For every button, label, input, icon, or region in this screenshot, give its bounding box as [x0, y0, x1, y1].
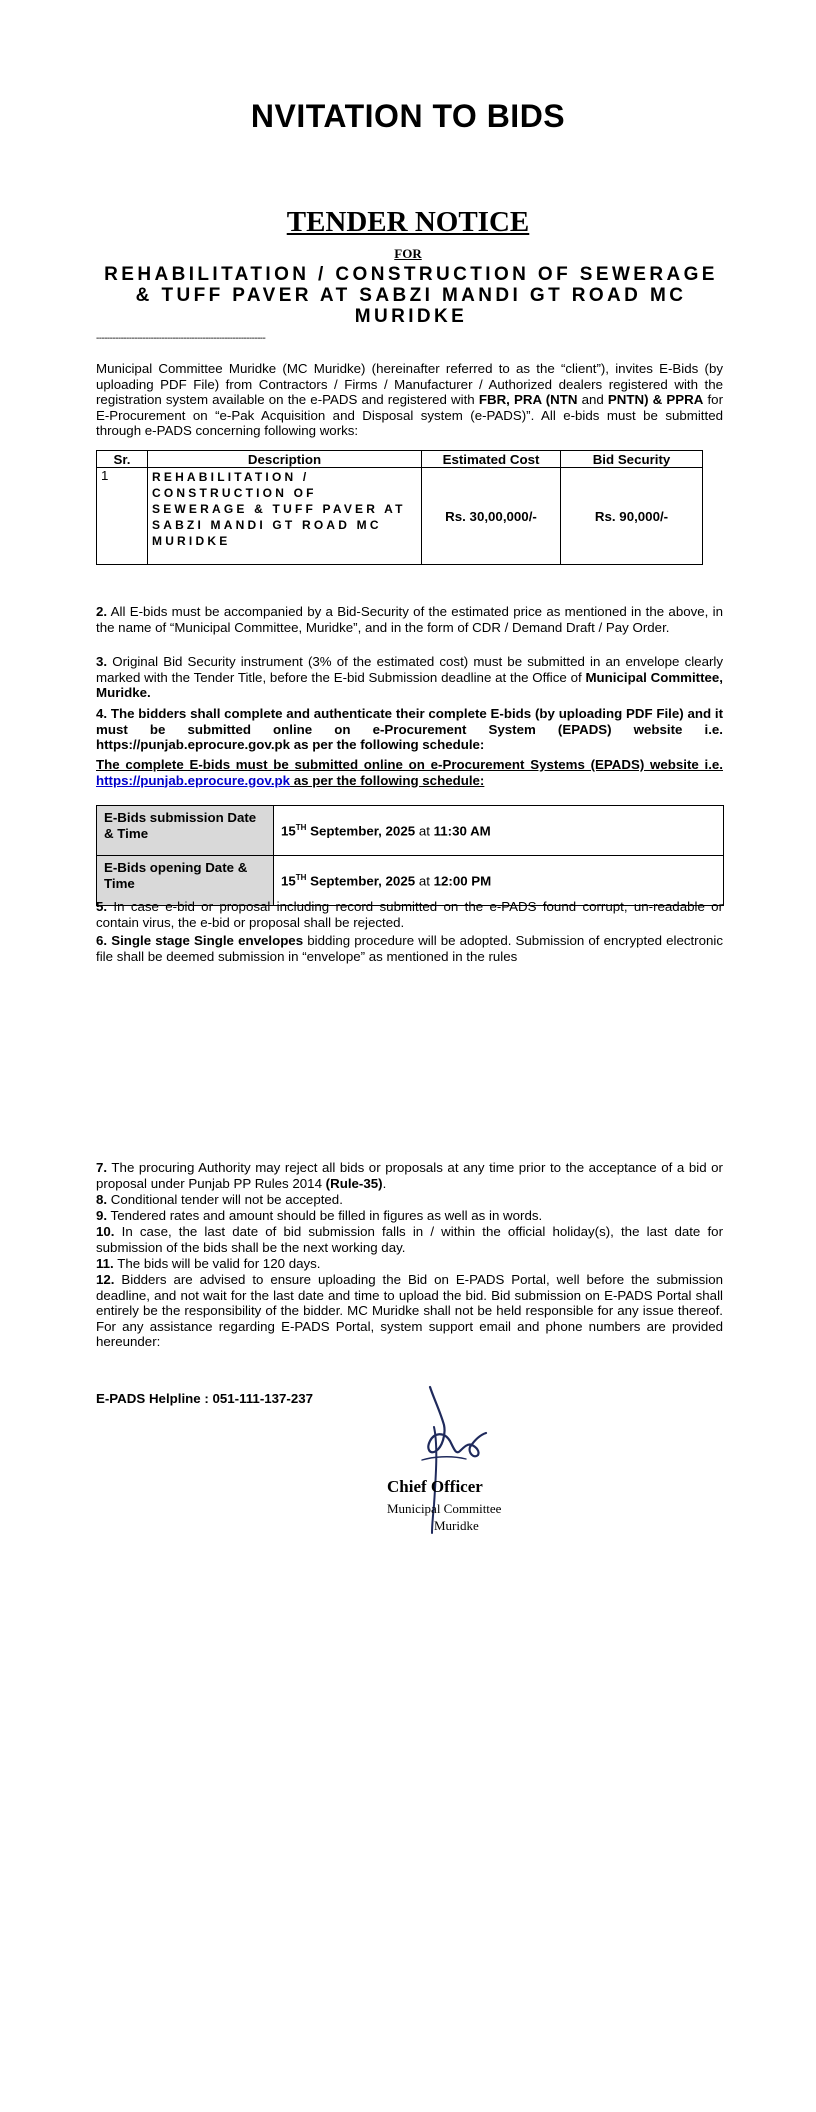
clause-4-schedule-note: The complete E-bids must be submitted online on e-Procurement Systems (EPADS) website i.e. https://punjab.eprocure.gov.pk as per the following schedule: [96, 757, 723, 788]
clause-8: 8. Conditional tender will not be accepted. [96, 1192, 343, 1207]
cell-estimated-cost: Rs. 30,00,000/- [422, 468, 561, 565]
works-table-header [97, 451, 703, 468]
tender-subject: REHABILITATION / CONSTRUCTION OF SEWERAGE & TUFF PAVER AT SABZI MANDI GT ROAD MC MURIDKE [104, 264, 718, 327]
signatory-title: Chief Officer [387, 1477, 483, 1496]
col-sr: Sr. [97, 451, 148, 468]
works-table [96, 450, 703, 565]
col-description: Description [148, 451, 422, 468]
signatory-town: Muridke [434, 1518, 479, 1533]
col-bid-security: Bid Security [561, 451, 703, 468]
schedule-value: 15TH September, 2025 at 12:00 PM [274, 856, 724, 906]
clause-12: 12. Bidders are advised to ensure uploading the Bid on E-PADS Portal, well before the submission deadline, and not wait for the last date and time to upload the bid. Bid submission on E-PADS Portal shall entirely be the responsibility of the bidder. MC Muridke shall not be held responsible for any issue thereof. For any assistance regarding E-PADS Portal, system support email and phone numbers are provided hereunder: [96, 1272, 723, 1349]
table-row [97, 468, 703, 565]
epads-helpline: E-PADS Helpline : 051-111-137-237 [96, 1391, 314, 1406]
epads-link[interactable]: https://punjab.eprocure.gov.pk [96, 772, 291, 788]
schedule-label: E-Bids submission Date & Time [97, 806, 274, 856]
clause-7: 7. The procuring Authority may reject all bids or proposals at any time prior to the acceptance of a bid or proposal under Punjab PP Rules 2014 (Rule-35). [96, 1160, 723, 1191]
clause-6: 6. Single stage Single envelopes bidding procedure will be adopted. Submission of encrypted electronic file shall be deemed submission in “envelope” as mentioned in the rules [96, 933, 723, 964]
clause-9: 9. Tendered rates and amount should be filled in figures as well as in words. [96, 1208, 543, 1223]
table-row [97, 806, 724, 856]
signatory-organization: Municipal Committee [387, 1501, 502, 1516]
clause-4: 4. The bidders shall complete and authenticate their complete E-bids (by uploading PDF File) and it must be submitted online on e-Procurement System (EPADS) website i.e. https://punjab.eprocure.gov.pk as per the following schedule: [96, 706, 723, 752]
schedule-label: E-Bids opening Date & Time [97, 856, 274, 906]
cell-sr: 1 [97, 468, 148, 565]
clause-3: 3. Original Bid Security instrument (3% of the estimated cost) must be submitted in an envelope clearly marked with the Tender Title, before the E-bid Submission deadline at the Office of Municipal Committee, Muridke. [96, 654, 724, 700]
schedule-value: 15TH September, 2025 at 11:30 AM [274, 806, 724, 856]
intro-paragraph: Municipal Committee Muridke (MC Muridke) (hereinafter referred to as the “client”), invites E-Bids (by uploading PDF File) from Contractors / Firms / Manufacturer / Authorized dealers registered with the registration system available on the e-PADS and registered with FBR, PRA (NTN and PNTN) & PPRA for E-Procurement on “e-Pak Acquisition and Disposal system (e-PADS)”. All e-bids must be submitted through e-PADS concerning following works: [96, 361, 724, 438]
table-row [97, 856, 724, 906]
col-estimated-cost: Estimated Cost [422, 451, 561, 468]
separator-line: -------------------------------------------------------------- [96, 333, 266, 344]
page-heading: NVITATION TO BIDS [250, 98, 566, 134]
cell-description: REHABILITATION / CONSTRUCTION OF SEWERAGE & TUFF PAVER AT SABZI MANDI GT ROAD MC MURIDKE [148, 468, 422, 565]
clause-2: 2. All E-bids must be accompanied by a Bid-Security of the estimated price as mentioned in the above, in the name of “Municipal Committee, Muridke”, and in the form of CDR / Demand Draft / Pay Order. [96, 604, 723, 635]
clause-10: 10. In case, the last date of bid submission falls in / within the official holiday(s), the last date for submission of the bids shall be the next working day. [96, 1224, 723, 1255]
cell-bid-security: Rs. 90,000/- [561, 468, 703, 565]
clause-5: 5. In case e-bid or proposal including record submitted on the e-PADS found corrupt, un-readable or contain virus, the e-bid or proposal shall be rejected. [96, 899, 723, 930]
tender-notice-title: TENDER NOTICE [286, 206, 530, 238]
schedule-table [96, 805, 724, 906]
clause-11: 11. The bids will be valid for 120 days. [96, 1256, 321, 1271]
for-label: FOR [394, 246, 422, 261]
